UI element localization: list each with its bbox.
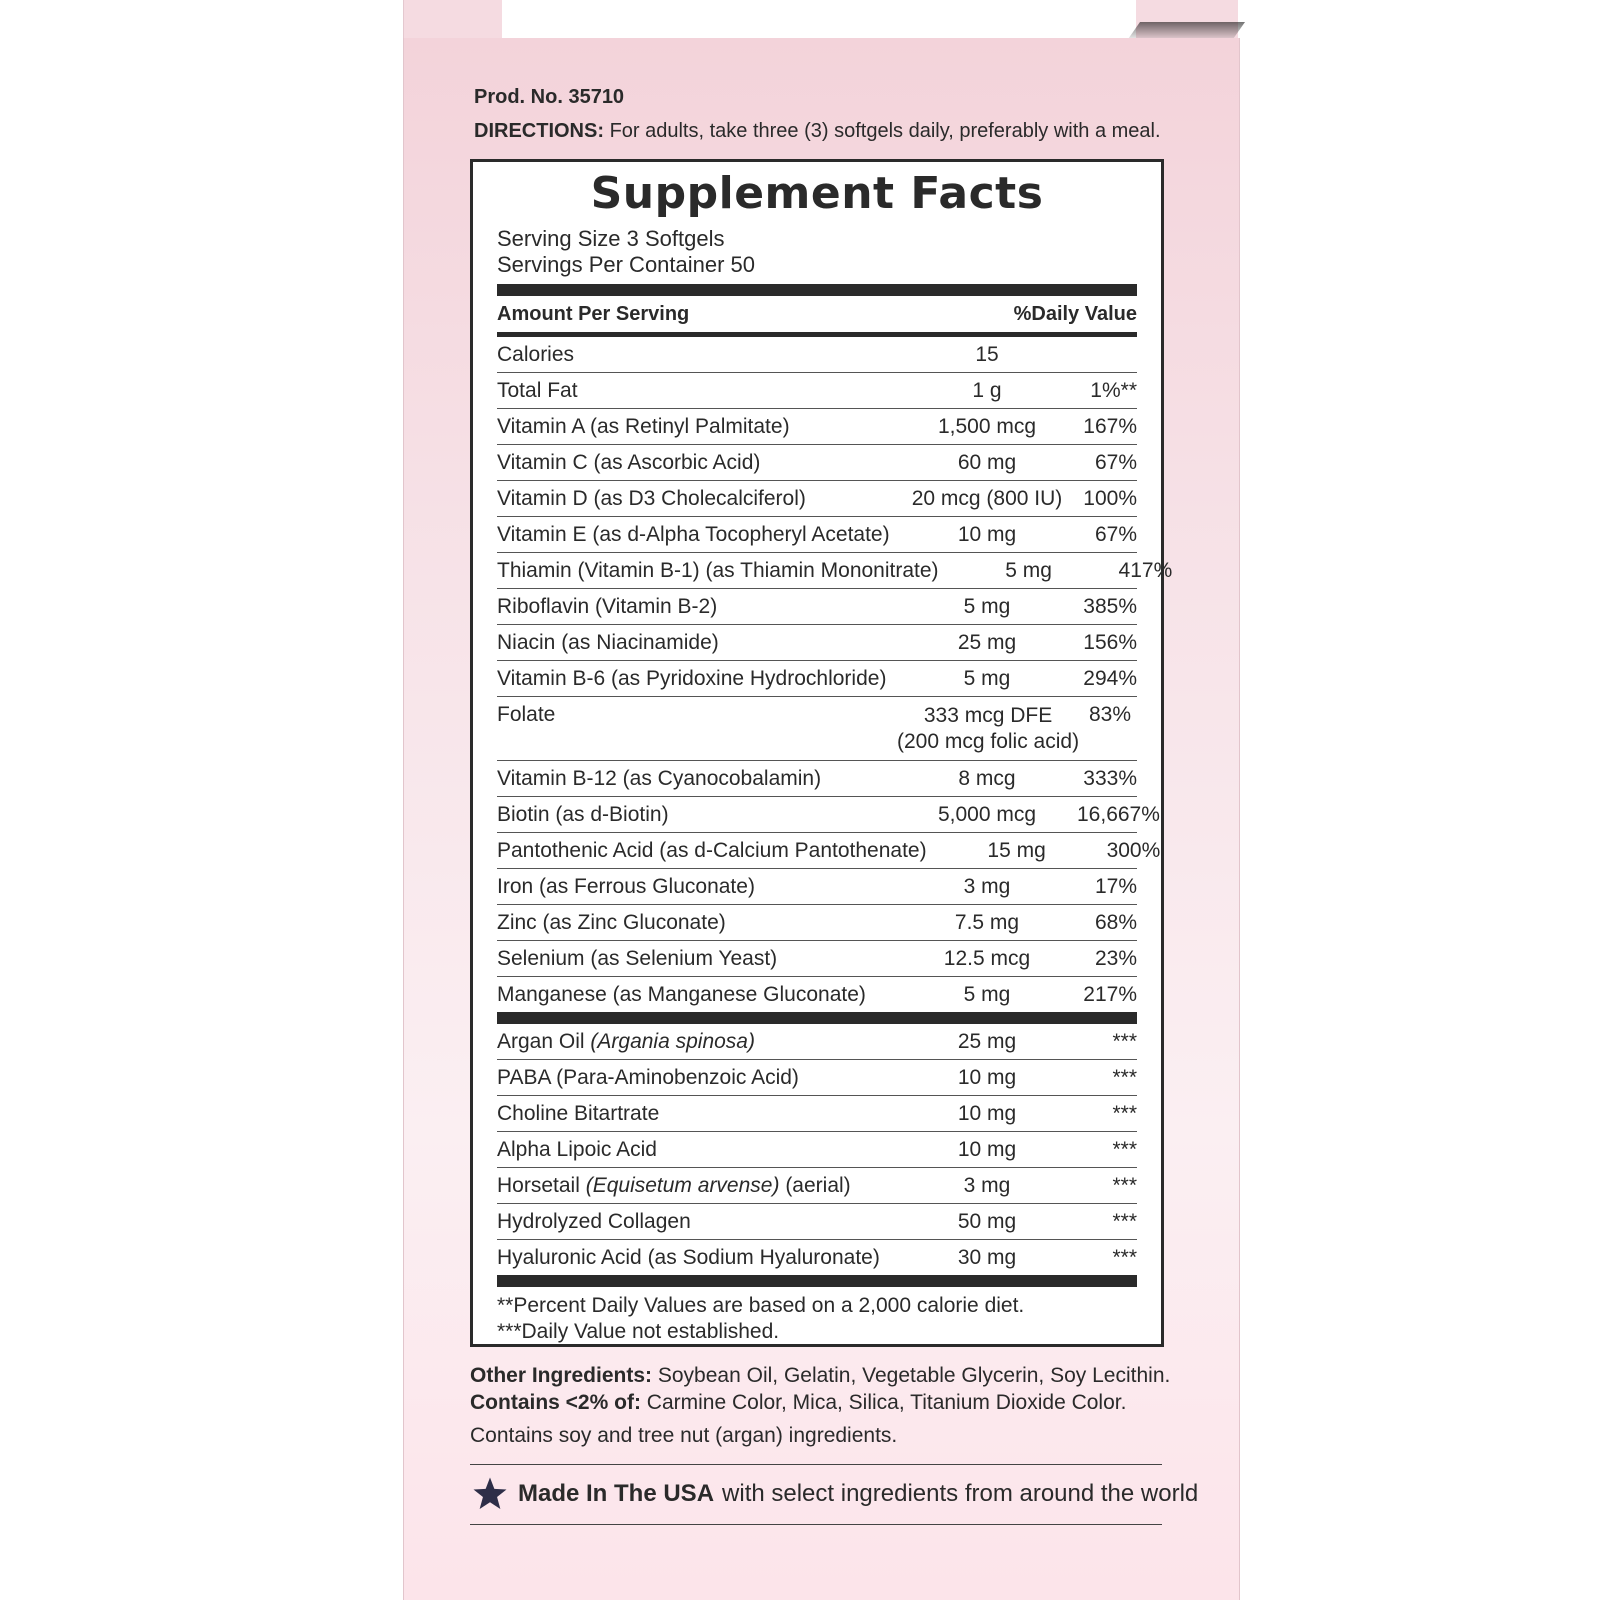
nutrient-list-2	[497, 761, 1161, 1012]
nutrient-dv: 100%	[1083, 486, 1137, 510]
nutrient-amount: 5 mg	[963, 982, 1011, 1006]
table-row	[497, 833, 1161, 869]
nutrient-dv: ***	[1112, 1209, 1137, 1233]
nutrient-name	[497, 983, 897, 1007]
divider-thick	[497, 284, 1137, 296]
nutrient-dv: 83%	[1088, 703, 1131, 726]
nutrient-name	[497, 1030, 897, 1054]
nutrient-dv: 68%	[1094, 910, 1137, 934]
nutrient-name-text: Vitamin D (as D3 Cholecalciferol)	[497, 486, 806, 510]
table-row	[497, 1024, 1137, 1060]
table-row	[497, 1204, 1137, 1240]
table-row	[497, 625, 1137, 661]
nutrient-name-text: Alpha Lipoic Acid	[497, 1137, 657, 1161]
nutrient-amount: 10 mg	[957, 1065, 1017, 1089]
table-row	[497, 941, 1137, 977]
folate-amount-folic-acid: (200 mcg folic acid)	[897, 730, 1080, 753]
nutrient-name	[497, 1210, 897, 1234]
nutrient-dv: 300%	[1106, 838, 1161, 862]
folate-amount-dfe: 333 mcg DFE	[923, 704, 1053, 727]
nutrient-dv: 1%**	[1090, 378, 1137, 402]
other-ingredients	[470, 1362, 1170, 1416]
nutrient-dv: 294%	[1083, 666, 1137, 690]
nutrient-amount: 7.5 mg	[954, 910, 1020, 934]
nutrient-dv: 333%	[1083, 766, 1137, 790]
nutrient-name	[497, 415, 897, 439]
nutrient-name	[497, 379, 897, 403]
nutrient-name	[497, 559, 939, 583]
nutrient-amount	[897, 703, 1079, 755]
table-row	[497, 1168, 1137, 1204]
nutrient-name-text: Total Fat	[497, 378, 578, 402]
made-in-usa-label: Made In The USA	[518, 1480, 715, 1507]
nutrient-dv: ***	[1112, 1245, 1137, 1269]
nutrient-dv: ***	[1112, 1173, 1137, 1197]
nutrient-name	[497, 875, 897, 899]
nutrient-dv: ***	[1112, 1137, 1137, 1161]
other-ingredients-text: Soybean Oil, Gelatin, Vegetable Glycerin, Soy Lecithin.	[657, 1364, 1171, 1387]
divider-line	[470, 1464, 1162, 1465]
nutrient-amount: 1 g	[972, 378, 1002, 402]
nutrient-amount: 15 mg	[987, 838, 1046, 862]
table-row	[497, 797, 1160, 833]
table-row	[497, 1060, 1137, 1096]
nutrient-amount: 5 mg	[963, 594, 1011, 618]
nutrient-name-text: Vitamin A (as Retinyl Palmitate)	[497, 414, 790, 438]
nutrient-name: Folate	[497, 703, 556, 726]
nutrient-dv: 67%	[1094, 522, 1137, 546]
nutrient-amount: 60 mg	[957, 450, 1017, 474]
nutrient-name	[497, 803, 897, 827]
nutrient-name	[497, 947, 897, 971]
nutrient-amount: 10 mg	[957, 522, 1017, 546]
directions-text: For adults, take three (3) softgels daily, preferably with a meal.	[609, 120, 1161, 142]
nutrient-name	[497, 1102, 897, 1126]
nutrient-name-text: Calories	[497, 342, 575, 366]
table-row	[497, 445, 1137, 481]
supplement-facts-panel	[470, 159, 1173, 1347]
nutrient-amount: 20 mcg (800 IU)	[911, 486, 1063, 510]
directions	[474, 120, 1161, 143]
nutrient-name-text: Horsetail	[497, 1173, 580, 1197]
latin-name: (Equisetum arvense)	[585, 1173, 780, 1197]
other-ingredients-label: Other Ingredients:	[470, 1364, 653, 1387]
nutrient-name-text: Hyaluronic Acid (as Sodium Hyaluronate)	[497, 1245, 880, 1269]
table-row	[497, 1132, 1137, 1168]
nutrient-name-text: Argan Oil	[497, 1029, 585, 1053]
nutrient-name-text: Vitamin B-12 (as Cyanocobalamin)	[497, 766, 822, 790]
nutrient-amount: 10 mg	[957, 1137, 1017, 1161]
footnote-dv: **Percent Daily Values are based on a 2,000 calorie diet.	[497, 1294, 1025, 1317]
nutrient-dv: 16,667%	[1077, 802, 1160, 826]
contains-text: Carmine Color, Mica, Silica, Titanium Dioxide Color.	[646, 1391, 1127, 1414]
nutrient-name-text: Riboflavin (Vitamin B-2)	[497, 594, 718, 618]
nutrient-name-text: Manganese (as Manganese Gluconate)	[497, 982, 866, 1006]
table-row	[497, 977, 1137, 1012]
table-row	[497, 1240, 1137, 1275]
nutrient-name	[497, 1174, 897, 1198]
nutrient-name	[497, 767, 897, 791]
nutrient-name	[497, 487, 897, 511]
nutrient-amount: 15	[975, 342, 999, 366]
divider-thick-mid	[497, 1012, 1137, 1024]
nutrient-amount: 25 mg	[957, 1029, 1017, 1053]
nutrient-name-text: Thiamin (Vitamin B-1) (as Thiamin Mononitrate)	[497, 558, 939, 582]
amount-per-serving-label: Amount Per Serving	[497, 302, 690, 325]
nutrient-name	[497, 1066, 897, 1090]
divider-thick-bottom	[497, 1275, 1137, 1287]
nutrient-amount: 30 mg	[957, 1245, 1017, 1269]
nutrient-dv: ***	[1112, 1029, 1137, 1053]
nutrient-amount: 12.5 mcg	[943, 946, 1031, 970]
directions-label: DIRECTIONS:	[474, 120, 604, 142]
nutrient-amount: 50 mg	[957, 1209, 1017, 1233]
nutrient-dv: 156%	[1083, 630, 1137, 654]
nutrient-name-text: Selenium (as Selenium Yeast)	[497, 946, 778, 970]
table-row	[497, 481, 1137, 517]
table-row	[497, 869, 1137, 905]
nutrient-name	[497, 1246, 897, 1270]
nutrient-amount: 5 mg	[963, 666, 1011, 690]
nutrient-amount: 3 mg	[963, 1173, 1011, 1197]
made-in-usa-text: with select ingredients from around the world	[722, 1480, 1199, 1507]
allergen-statement: Contains soy and tree nut (argan) ingredients.	[470, 1424, 898, 1447]
nutrient-list	[497, 337, 1173, 697]
nutrient-amount: 8 mcg	[958, 766, 1016, 790]
nutrient-dv: 417%	[1118, 558, 1173, 582]
nutrient-dv: 385%	[1083, 594, 1137, 618]
table-row	[497, 553, 1173, 589]
nutrient-name	[497, 1138, 897, 1162]
daily-value-label: %Daily Value	[1013, 302, 1137, 325]
table-row	[497, 761, 1137, 797]
facts-title: Supplement Facts	[590, 168, 1044, 219]
table-row	[497, 517, 1137, 553]
nutrient-name	[497, 911, 897, 935]
nutrient-dv: 217%	[1083, 982, 1137, 1006]
table-row-folate	[497, 697, 1137, 761]
nutrient-amount: 3 mg	[963, 874, 1011, 898]
nutrient-name-text: Biotin (as d-Biotin)	[497, 802, 669, 826]
nutrient-name	[497, 839, 927, 863]
nutrient-dv: 67%	[1094, 450, 1137, 474]
nutrient-name-text: Vitamin B-6 (as Pyridoxine Hydrochloride)	[497, 666, 887, 690]
nutrient-dv: 167%	[1083, 414, 1137, 438]
nutrient-dv: ***	[1112, 1065, 1137, 1089]
table-row	[497, 661, 1137, 697]
nutrient-name-text: Vitamin E (as d-Alpha Tocopheryl Acetate)	[497, 522, 890, 546]
servings-per-container: Servings Per Container 50	[497, 252, 756, 277]
nutrient-dv: 17%	[1094, 874, 1137, 898]
other-ingredients-list	[497, 1024, 1137, 1275]
nutrient-dv: 23%	[1094, 946, 1137, 970]
nutrient-amount: 1,500 mcg	[937, 414, 1037, 438]
latin-name: (Argania spinosa)	[590, 1029, 755, 1053]
serving-size: Serving Size 3 Softgels	[497, 226, 725, 251]
nutrient-name-text: Zinc (as Zinc Gluconate)	[497, 910, 726, 934]
contains-label: Contains <2% of:	[470, 1391, 641, 1414]
nutrient-name	[497, 667, 897, 691]
table-row	[497, 373, 1137, 409]
table-row	[497, 1096, 1137, 1132]
nutrient-name	[497, 631, 897, 655]
divider-line-bottom	[470, 1524, 1162, 1525]
nutrient-amount: 25 mg	[957, 630, 1017, 654]
nutrient-name-text: Choline Bitartrate	[497, 1101, 660, 1125]
table-row	[497, 905, 1137, 941]
plant-part: (aerial)	[785, 1173, 851, 1197]
nutrient-amount: 5,000 mcg	[937, 802, 1037, 826]
nutrient-dv: ***	[1112, 1101, 1137, 1125]
footnote-not-established: ***Daily Value not established.	[497, 1320, 780, 1343]
nutrient-name	[497, 523, 897, 547]
facts-header-row	[497, 296, 1137, 337]
made-in-usa	[472, 1476, 1198, 1512]
table-row	[497, 409, 1137, 445]
nutrient-name-text: Hydrolyzed Collagen	[497, 1209, 691, 1233]
nutrient-name-text: Iron (as Ferrous Gluconate)	[497, 874, 755, 898]
nutrient-amount: 5 mg	[1005, 558, 1052, 582]
nutrient-name-text: Pantothenic Acid (as d-Calcium Pantothenate)	[497, 838, 927, 862]
box-flap-left	[403, 0, 502, 38]
nutrient-name	[497, 451, 897, 475]
nutrient-name	[497, 343, 897, 367]
nutrient-name	[497, 595, 897, 619]
product-number: Prod. No. 35710	[474, 86, 625, 108]
nutrient-name-text: Niacin (as Niacinamide)	[497, 630, 719, 654]
nutrient-name-text: PABA (Para-Aminobenzoic Acid)	[497, 1065, 799, 1089]
nutrient-amount: 10 mg	[957, 1101, 1017, 1125]
table-row	[497, 337, 1137, 373]
table-row	[497, 589, 1137, 625]
nutrient-name-text: Vitamin C (as Ascorbic Acid)	[497, 450, 761, 474]
star-icon	[472, 1476, 508, 1512]
